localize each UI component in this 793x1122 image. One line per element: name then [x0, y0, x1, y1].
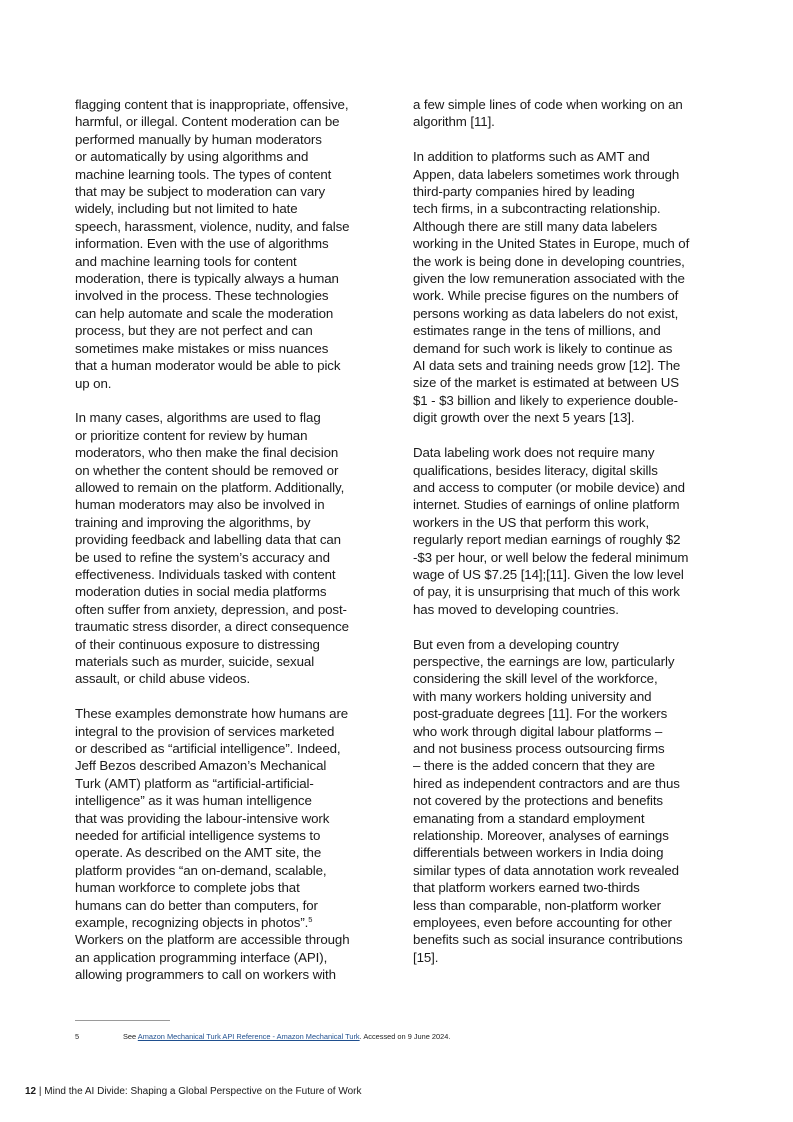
footnote-reference[interactable]: 5	[308, 915, 313, 925]
paragraph	[413, 96, 717, 131]
text-line: relationship. Moreover, analyses of earnings	[413, 828, 669, 844]
text-line: perspective, the earnings are low, particularly	[413, 653, 675, 669]
text-line: example, recognizing objects in photos”.	[75, 915, 309, 931]
text-line: size of the market is estimated at between US	[413, 375, 679, 391]
text-line: process, but they are not perfect and can	[75, 323, 313, 339]
text-line: platform provides “an on-demand, scalable,	[75, 862, 327, 878]
text-line: Appen, data labelers sometimes work through	[413, 166, 680, 182]
text-line: integral to the provision of services marketed	[75, 723, 335, 739]
text-line: flagging content that is inappropriate, offensive,	[75, 97, 349, 112]
text-line: benefits such as social insurance contributions	[413, 932, 683, 948]
footer-title: Mind the AI Divide: Shaping a Global Perspective on the Future of Work	[44, 1086, 362, 1097]
text-line: the work is being done in developing countries,	[413, 253, 685, 269]
footnote-text	[123, 1032, 450, 1041]
text-line: demand for such work is likely to continue as	[413, 340, 673, 356]
text-line: -$3 per hour, or well below the federal minimum	[413, 549, 689, 565]
text-line: Workers on the platform are accessible through	[75, 932, 350, 948]
text-line: that platform workers earned two-thirds	[413, 880, 640, 896]
footnote-link[interactable]: Amazon Mechanical Turk API Reference - Amazon Mechanical Turk	[137, 1032, 360, 1041]
text-line: not covered by the protections and benefits	[413, 793, 663, 809]
text-line: emanating from a standard employment	[413, 810, 645, 826]
paragraph	[75, 409, 379, 688]
text-line: tech firms, in a subcontracting relationship.	[413, 201, 661, 217]
text-line: who work through digital labour platforms –	[413, 723, 663, 739]
text-line: regularly report median earnings of roughly $2	[413, 532, 681, 548]
text-line: materials such as murder, suicide, sexual	[75, 653, 315, 669]
text-line: moderation, there is typically always a human	[75, 271, 339, 287]
text-line: human moderators may also be involved in	[75, 497, 325, 513]
text-line: human workforce to complete jobs that	[75, 880, 300, 896]
text-line: humans can do better than computers, for	[75, 897, 318, 913]
text-line: and access to computer (or mobile device) and	[413, 479, 685, 495]
text-line: or described as “artificial intelligence”. Indeed,	[75, 741, 341, 756]
footnote-divider	[75, 1020, 170, 1021]
text-line: employees, even before accounting for other	[413, 915, 672, 931]
text-line: that a human moderator would be able to pick	[75, 358, 341, 374]
text-line: can help automate and scale the moderation	[75, 305, 334, 321]
text-line: providing feedback and labelling data that can	[75, 532, 341, 548]
text-line: AI data sets and training needs grow [12]. The	[413, 358, 681, 374]
text-line: or automatically by using algorithms and	[75, 149, 309, 165]
text-line: up on.	[75, 375, 112, 391]
text-line: needed for artificial intelligence systems to	[75, 828, 321, 844]
text-line: allowed to remain on the platform. Additionally,	[75, 479, 345, 495]
paragraph	[413, 444, 717, 618]
text-line: of pay, it is unsurprising that much of this work	[413, 584, 680, 600]
left-column	[75, 96, 379, 1001]
text-line: sometimes make mistakes or miss nuances	[75, 340, 329, 356]
footnote-suffix: . Accessed on 9 June 2024.	[359, 1032, 451, 1041]
text-line: estimates range in the tens of millions, and	[413, 323, 661, 339]
text-line: intelligence” as it was human intelligence	[75, 793, 312, 809]
text-line: – there is the added concern that they are	[413, 758, 655, 774]
footer-separator: |	[38, 1086, 42, 1097]
text-line: speech, harassment, violence, nudity, and false	[75, 218, 350, 234]
text-line: [15].	[413, 949, 439, 965]
text-line: that was providing the labour-intensive work	[75, 810, 330, 826]
text-line: involved in the process. These technologies	[75, 288, 329, 304]
text-line: an application programming interface (API),	[75, 949, 328, 965]
text-line: wage of US $7.25 [14];[11]. Given the low level	[413, 566, 684, 582]
text-line: harmful, or illegal. Content moderation can be	[75, 114, 340, 130]
text-line: digit growth over the next 5 years [13].	[413, 410, 635, 426]
paragraph	[75, 705, 379, 984]
text-line: In addition to platforms such as AMT and	[413, 149, 650, 165]
text-line: assault, or child abuse videos.	[75, 671, 251, 687]
text-line: traumatic stress disorder, a direct consequence	[75, 619, 349, 635]
paragraph	[413, 636, 717, 967]
text-line: widely, including but not limited to hate	[75, 201, 298, 217]
text-line: Jeff Bezos described Amazon’s Mechanical	[75, 758, 327, 774]
text-line: persons working as data labelers do not exist,	[413, 305, 679, 321]
text-line: a few simple lines of code when working on an	[413, 97, 683, 112]
text-line: and not business process outsourcing firms	[413, 740, 665, 756]
text-line: moderators, who then make the final decision	[75, 445, 339, 461]
text-line: hired as independent contractors and are thus	[413, 775, 680, 791]
right-column	[413, 96, 717, 984]
text-line: These examples demonstrate how humans are	[75, 706, 349, 722]
text-line: effectiveness. Individuals tasked with content	[75, 566, 336, 582]
text-line: $1 - $3 billion and likely to experience double-	[413, 392, 679, 408]
text-line: In many cases, algorithms are used to flag	[75, 410, 321, 426]
text-line: algorithm [11].	[413, 114, 495, 130]
text-line: or prioritize content for review by human	[75, 427, 308, 443]
paragraph	[413, 148, 717, 427]
text-line: third-party companies hired by leading	[413, 184, 635, 200]
text-line: given the low remuneration associated with the	[413, 271, 685, 287]
text-line: be used to refine the system’s accuracy and	[75, 549, 330, 565]
text-line: internet. Studies of earnings of online platform	[413, 497, 680, 513]
footnote-prefix: See	[123, 1032, 138, 1041]
text-line: But even from a developing country	[413, 636, 619, 652]
page-footer	[25, 1086, 362, 1097]
text-line: post-graduate degrees [11]. For the workers	[413, 706, 668, 722]
page-number: 12	[25, 1086, 37, 1097]
text-line: moderation duties in social media platforms	[75, 584, 327, 600]
text-line: training and improving the algorithms, by	[75, 514, 311, 530]
text-line: Although there are still many data labelers	[413, 218, 658, 234]
text-line: less than comparable, non-platform worker	[413, 897, 661, 913]
text-line: workers in the US that perform this work,	[413, 514, 650, 530]
text-line: working in the United States in Europe, much of	[413, 236, 690, 252]
text-line: machine learning tools. The types of content	[75, 166, 332, 182]
text-line: work. While precise figures on the numbers of	[413, 288, 679, 304]
text-line: Turk (AMT) platform as “artificial-artificial-	[75, 775, 314, 791]
text-line: information. Even with the use of algorithms	[75, 236, 329, 252]
text-line: considering the skill level of the workforce,	[413, 671, 658, 687]
text-line: that may be subject to moderation can vary	[75, 184, 326, 200]
text-line: differentials between workers in India doing	[413, 845, 664, 861]
text-line: and machine learning tools for content	[75, 253, 297, 269]
text-line: allowing programmers to call on workers with	[75, 967, 336, 983]
text-line: often suffer from anxiety, depression, and post-	[75, 601, 347, 617]
text-line: similar types of data annotation work revealed	[413, 862, 679, 878]
text-line: of their continuous exposure to distressing	[75, 636, 320, 652]
text-line: operate. As described on the AMT site, the	[75, 845, 322, 861]
text-line: has moved to developing countries.	[413, 601, 619, 617]
text-line: with many workers holding university and	[413, 688, 652, 704]
paragraph	[75, 96, 379, 392]
text-line: on whether the content should be removed or	[75, 462, 339, 478]
text-line: performed manually by human moderators	[75, 131, 322, 147]
text-line: Data labeling work does not require many	[413, 445, 655, 461]
text-line: qualifications, besides literacy, digital skills	[413, 462, 658, 478]
footnote-number: 5	[75, 1032, 80, 1041]
